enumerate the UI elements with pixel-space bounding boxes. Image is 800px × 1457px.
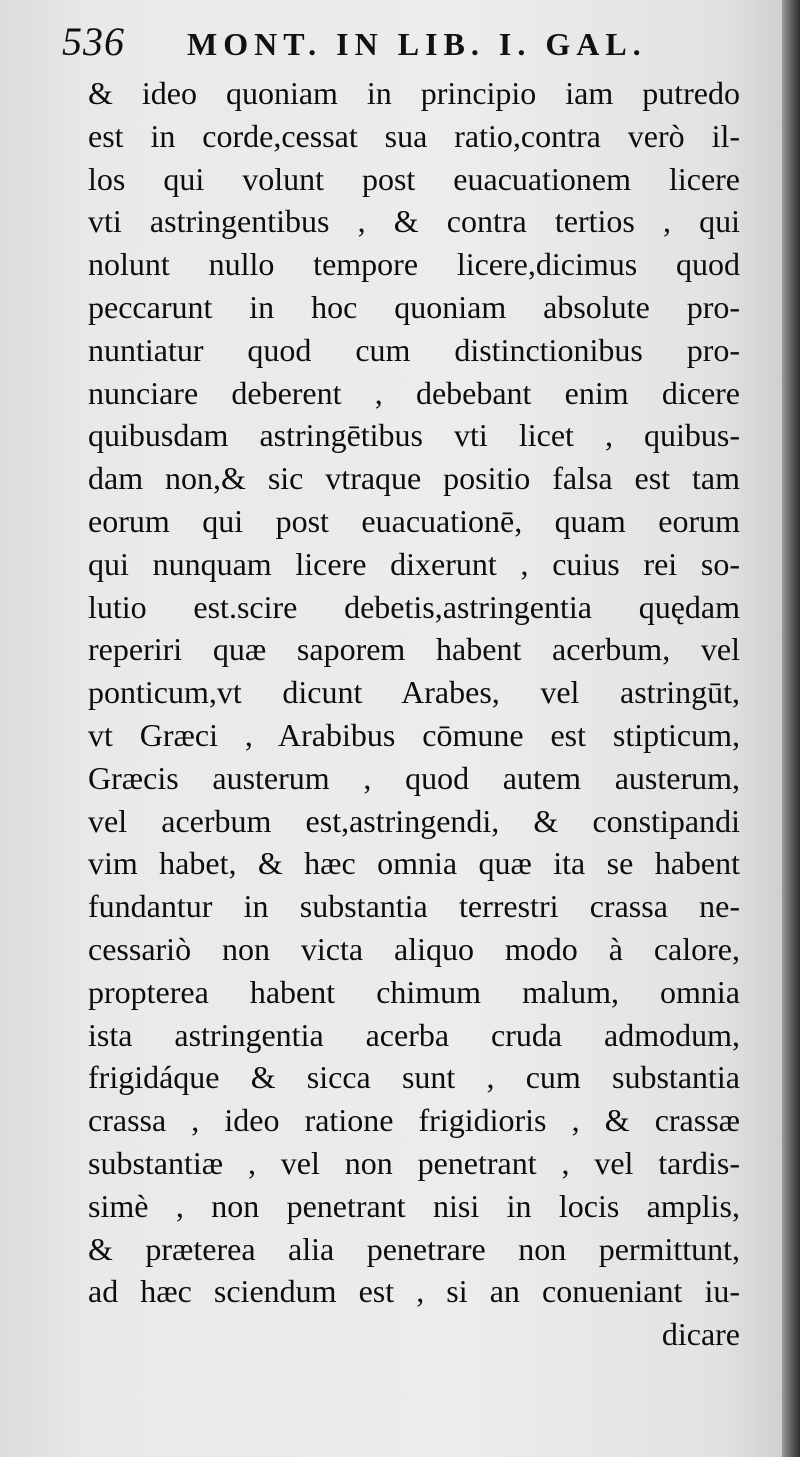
text-line: propterea habent chimum malum, omnia xyxy=(88,973,740,1010)
text-line: los qui volunt post euacuationem licere xyxy=(88,160,740,197)
text-line: vim habet, & hæc omnia quæ ita se habent xyxy=(88,845,740,882)
body-text xyxy=(88,72,740,1356)
text-line: crassa , ideo ratione frigidioris , & crassæ xyxy=(88,1102,740,1139)
text-line: quibusdam astringētibus vti licet , quibus- xyxy=(88,417,740,454)
text-line: simè , non penetrant nisi in locis amplis, xyxy=(88,1187,740,1224)
catchword: dicare xyxy=(661,1316,740,1353)
text-line: & præterea alia penetrare non permittunt, xyxy=(88,1230,740,1267)
text-line: peccarunt in hoc quoniam absolute pro- xyxy=(88,288,740,325)
running-title: MONT. IN LIB. I. GAL. xyxy=(187,26,647,62)
text-line: vti astringentibus , & contra tertios , qui xyxy=(88,203,740,240)
text-line: qui nunquam licere dixerunt , cuius rei so- xyxy=(88,545,740,582)
text-line: vel acerbum est,astringendi, & constipandi xyxy=(88,802,740,839)
text-line: dam non,& sic vtraque positio falsa est tam xyxy=(88,460,740,497)
text-line: & ideo quoniam in principio iam putredo xyxy=(88,75,740,111)
text-line: ista astringentia acerba cruda admodum, xyxy=(88,1016,740,1053)
text-line: nuntiatur quod cum distinctionibus pro- xyxy=(88,331,740,368)
text-line: Græcis austerum , quod autem austerum, xyxy=(88,759,740,796)
page-number: 536 xyxy=(62,19,125,64)
text-line: fundantur in substantia terrestri crassa ne- xyxy=(88,888,740,925)
text-line: ad hæc sciendum est , si an conueniant iu- xyxy=(88,1273,740,1310)
text-line: nunciare deberent , debebant enim dicere xyxy=(88,374,740,411)
text-line: nolunt nullo tempore licere,dicimus quod xyxy=(88,246,740,283)
text-line: frigidáque & sicca sunt , cum substantia xyxy=(88,1059,740,1096)
running-head xyxy=(62,18,702,70)
text-line: eorum qui post euacuationē, quam eorum xyxy=(88,502,740,539)
text-line: cessariò non victa aliquo modo à calore, xyxy=(88,930,740,967)
text-line: est in corde,cessat sua ratio,contra verò il- xyxy=(88,117,740,154)
text-line: vt Græci , Arabibus cōmune est stipticum, xyxy=(88,716,740,753)
text-line: lutio est.scire debetis,astringentia quędam xyxy=(88,588,740,625)
text-line: ponticum,vt dicunt Arabes, vel astringūt, xyxy=(88,674,740,711)
text-line: substantiæ , vel non penetrant , vel tardis- xyxy=(88,1144,740,1181)
page-edge-shadow xyxy=(782,0,800,1457)
faint-bleedthrough-stamp xyxy=(120,1318,270,1368)
text-line: reperiri quæ saporem habent acerbum, vel xyxy=(88,631,740,668)
